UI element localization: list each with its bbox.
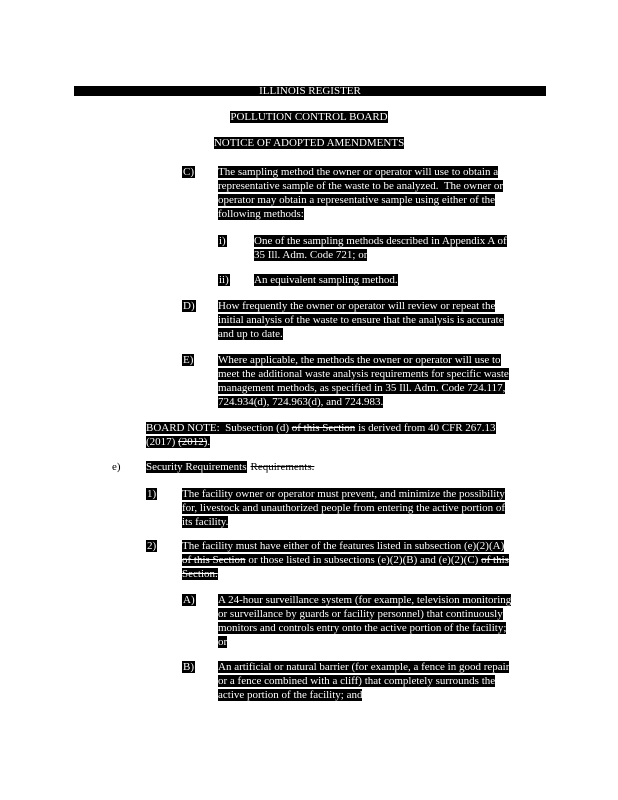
item-e-text: Where applicable, the methods the owner or operator will use to meet the additional waste analysis requirements for specific waste management methods, as specified in 35 Ill. Adm. Code 724.117, 724.934(d), 724.963(d), and 724.983.	[218, 354, 509, 408]
section-e-label: e)	[112, 461, 121, 473]
item-e2b-label: B)	[183, 661, 194, 673]
item-cii-text: An equivalent sampling method.	[254, 274, 398, 286]
item-cii-label: ii)	[219, 274, 229, 286]
board-title: POLLUTION CONTROL BOARD	[230, 111, 388, 123]
item-e2a-label: A)	[183, 594, 195, 606]
item-e2-label: 2)	[147, 540, 157, 552]
item-e2-text: The facility must have either of the features listed in subsection (e)(2)(A) of this Section or those listed in subsections (e)(2)(B) and (e)(2)(C) of this Section.	[182, 540, 509, 580]
item-e-label: E)	[183, 354, 194, 366]
item-ci-label: i)	[219, 235, 226, 247]
item-c-label: C)	[183, 166, 194, 178]
notice-title: NOTICE OF ADOPTED AMENDMENTS	[213, 137, 405, 149]
item-d-text: How frequently the owner or operator will review or repeat the initial analysis of the waste to ensure that the analysis is accurate and up to date.	[218, 300, 504, 340]
section-e-heading: Security Requirements Requirements.	[146, 461, 315, 473]
item-e2b-text: An artificial or natural barrier (for example, a fence in good repair or a fence combined with a cliff) that completely surrounds the active portion of the facility; and	[218, 661, 510, 701]
item-e1-text: The facility owner or operator must prevent, and minimize the possibility for, livestock and unauthorized people from entering the active portion of its facility.	[182, 488, 506, 528]
item-c-text: The sampling method the owner or operator will use to obtain a representative sample of the waste to be analyzed. The owner or operator may obtain a representative sample using either of the following methods:	[218, 166, 504, 220]
board-note: BOARD NOTE: Subsection (d) of this Section is derived from 40 CFR 267.13 (2017) (2012).	[146, 422, 496, 448]
item-e1-label: 1)	[147, 488, 157, 500]
item-d-label: D)	[183, 300, 195, 312]
register-title: ILLINOIS REGISTER	[259, 85, 361, 97]
item-e2a-text: A 24-hour surveillance system (for example, television monitoring or surveillance by guards or facility personnel) that continuously monitors and controls entry onto the active portion of the facility; or	[218, 594, 512, 648]
item-ci-text: One of the sampling methods described in Appendix A of 35 Ill. Adm. Code 721; or	[254, 235, 507, 261]
